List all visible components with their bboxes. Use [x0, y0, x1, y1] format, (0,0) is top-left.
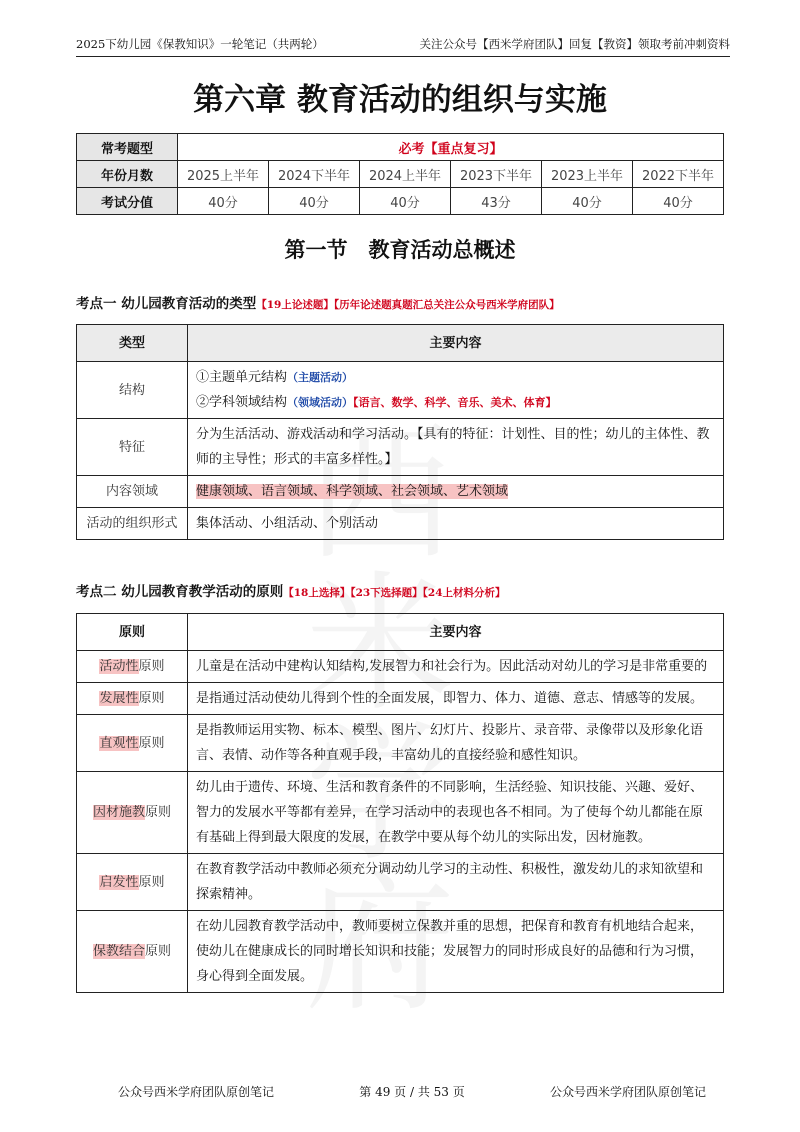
- row-content: [188, 362, 724, 419]
- table-row: [77, 508, 724, 540]
- footer-left: 公众号西米学府团队原创笔记: [118, 1085, 275, 1099]
- principle-label: [77, 854, 188, 911]
- header-left: 2025下幼儿园《保教知识》一轮笔记（共两轮）: [76, 37, 324, 51]
- principle-content: 幼儿由于遗传、环境、生活和教育条件的不同影响，生活经验、知识技能、兴趣、爱好、智力的发展水平等都有差异，在学习活动中的表现也各不相同。为了使每个幼儿都能在原有基础上得到最大限度的发展，在教学中要从每个幼儿的实际出发，因材施教。: [188, 772, 724, 854]
- principle-label: [77, 683, 188, 715]
- score-cell: 43分: [451, 188, 542, 215]
- principle-suffix: 原则: [145, 805, 172, 820]
- principle-key: 因材施教: [92, 805, 145, 820]
- row-content: 集体活动、小组活动、个别活动: [188, 508, 724, 540]
- principle-content: 儿童是在活动中建构认知结构,发展智力和社会行为。因此活动对幼儿的学习是非常重要的: [188, 651, 724, 683]
- row-label: 活动的组织形式: [77, 508, 188, 540]
- point-two-heading: [76, 580, 506, 600]
- score-cell: 40分: [360, 188, 451, 215]
- principle-label: [77, 772, 188, 854]
- exam-type-value: 必考【重点复习】: [178, 134, 724, 161]
- row-content: 分为生活活动、游戏活动和学习活动。【具有的特征：计划性、目的性；幼儿的主体性、教师的主导性；形式的丰富多样性。】: [188, 419, 724, 476]
- col-header-principle: 原则: [77, 614, 188, 651]
- header-right: 关注公众号【西米学府团队】回复【教资】领取考前冲刺资料: [419, 37, 730, 51]
- score-label: 考试分值: [77, 188, 178, 215]
- principle-content: 在教育教学活动中教师必须充分调动幼儿学习的主动性、积极性，激发幼儿的求知欲望和探索精神。: [188, 854, 724, 911]
- score-cell: 40分: [542, 188, 633, 215]
- principle-key: 直观性: [99, 735, 139, 751]
- exam-type-label: 常考题型: [77, 134, 178, 161]
- page-footer: [118, 1083, 706, 1100]
- page-header: [76, 36, 730, 57]
- year-cell: 2024下半年: [269, 161, 360, 188]
- score-cell: 40分: [269, 188, 360, 215]
- table-row: [77, 715, 724, 772]
- row-label: 特征: [77, 419, 188, 476]
- table-row: [77, 911, 724, 993]
- row-label: 内容领域: [77, 476, 188, 508]
- score-cell: 40分: [633, 188, 724, 215]
- structure-tag2: （领域活动）: [287, 396, 354, 409]
- point-two-tags: 【18上选择】【23下选择题】【24上材料分析】: [283, 587, 506, 599]
- table-row: [77, 362, 724, 419]
- table-row: [77, 854, 724, 911]
- col-header-type: 类型: [77, 325, 188, 362]
- year-cell: 2025上半年: [178, 161, 269, 188]
- structure-subjects: 【语言、数学、科学、音乐、美术、体育】: [353, 396, 557, 409]
- table-row: [77, 651, 724, 683]
- year-label: 年份月数: [77, 161, 178, 188]
- principle-label: [77, 911, 188, 993]
- section-title: 第一节 教育活动总概述: [284, 238, 516, 262]
- principles-table: [76, 613, 724, 993]
- domain-text: 健康领域、语言领域、科学领域、社会领域、艺术领域: [196, 484, 509, 499]
- point-one-heading: [76, 292, 560, 312]
- table-row: [77, 683, 724, 715]
- page-number: 第 49 页 / 共 53 页: [359, 1085, 465, 1099]
- col-header-content: 主要内容: [188, 325, 724, 362]
- principle-content: 是指教师运用实物、标本、模型、图片、幻灯片、投影片、录音带、录像带以及形象化语言、表情、动作等各种直观手段，丰富幼儿的直接经验和感性知识。: [188, 715, 724, 772]
- principle-key: 活动性: [99, 659, 139, 674]
- principle-content: 是指通过活动使幼儿得到个性的全面发展，即智力、体力、道德、意志、情感等的发展。: [188, 683, 724, 715]
- principle-key: 启发性: [99, 874, 139, 890]
- row-content: [188, 476, 724, 508]
- year-cell: 2022下半年: [633, 161, 724, 188]
- footer-right: 公众号西米学府团队原创笔记: [549, 1085, 706, 1099]
- year-cell: 2023下半年: [451, 161, 542, 188]
- activity-types-table: [76, 324, 724, 540]
- point-one-tags: 【19上论述题】【历年论述题真题汇总关注公众号西米学府团队】: [256, 299, 560, 311]
- point-one-title: 考点一 幼儿园教育活动的类型: [76, 296, 257, 312]
- principle-suffix: 原则: [138, 659, 165, 674]
- exam-info-table: [76, 133, 724, 215]
- principle-suffix: 原则: [138, 691, 165, 706]
- principle-key: 保教结合: [92, 944, 145, 959]
- table-row: [77, 772, 724, 854]
- table-row: [77, 476, 724, 508]
- principle-label: [77, 651, 188, 683]
- principle-label: [77, 715, 188, 772]
- principle-suffix: 原则: [145, 944, 172, 959]
- row-label: 结构: [77, 362, 188, 419]
- principle-content: 在幼儿园教育教学活动中，教师要树立保教并重的思想，把保育和教育有机地结合起来，使幼儿在健康成长的同时增长知识和技能；发展智力的同时形成良好的品德和行为习惯，身心得到全面发展。: [188, 911, 724, 993]
- principle-suffix: 原则: [138, 735, 165, 751]
- structure-tag1: （主题活动）: [287, 371, 354, 384]
- table-row: [77, 419, 724, 476]
- year-cell: 2023上半年: [542, 161, 633, 188]
- structure-line1: ①主题单元结构: [196, 370, 288, 385]
- point-two-title: 考点二 幼儿园教育教学活动的原则: [76, 584, 284, 600]
- score-cell: 40分: [178, 188, 269, 215]
- col-header-content: 主要内容: [188, 614, 724, 651]
- principle-suffix: 原则: [138, 874, 165, 890]
- chapter-title: 第六章 教育活动的组织与实施: [193, 82, 607, 118]
- year-cell: 2024上半年: [360, 161, 451, 188]
- principle-key: 发展性: [99, 691, 139, 706]
- structure-line2: ②学科领域结构: [196, 395, 288, 410]
